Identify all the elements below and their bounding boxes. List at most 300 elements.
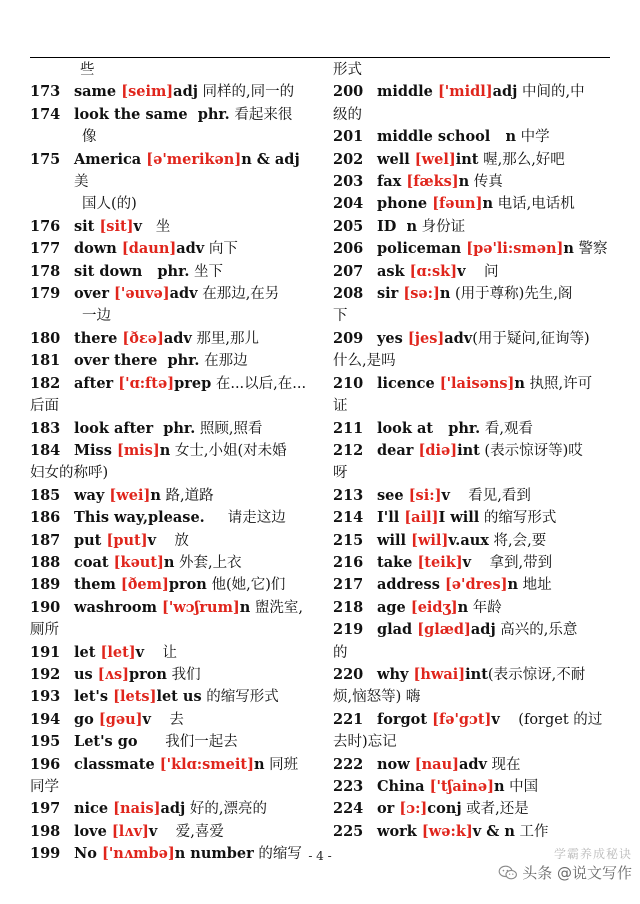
entry-meaning: 高兴的,乐意 xyxy=(495,622,578,639)
entry-number: 213 xyxy=(333,486,364,504)
entry-phonetic: [wel] xyxy=(414,150,456,168)
entry-meaning: 我们 xyxy=(166,666,201,683)
entry-number: 215 xyxy=(333,531,364,549)
entry-meaning: 现在 xyxy=(486,756,521,773)
entry-number: 208 xyxy=(333,285,364,303)
vocab-entry xyxy=(30,597,317,642)
entry-meaning: 让 xyxy=(144,644,178,661)
entry-number: 225 xyxy=(333,822,364,840)
entry-word: over xyxy=(74,285,109,303)
vocab-entry xyxy=(30,81,317,103)
entry-part-of-speech: n xyxy=(458,173,470,191)
watermark xyxy=(498,862,632,883)
entry-word: look the same xyxy=(74,105,188,123)
entry-word: policeman xyxy=(377,240,462,258)
entry-meaning: 坐 xyxy=(141,218,171,235)
entry-number: 193 xyxy=(30,688,61,706)
vocab-entry xyxy=(30,821,317,843)
entry-word: why xyxy=(377,665,409,683)
entry-meaning: 地址 xyxy=(518,577,552,594)
entry-phonetic: [wei] xyxy=(109,486,151,504)
entry-part-of-speech: n xyxy=(150,486,161,504)
entry-meaning: 在那边 xyxy=(199,353,248,370)
vocab-entry xyxy=(30,664,317,686)
entry-part-of-speech: v xyxy=(457,262,466,280)
vocab-entry xyxy=(30,485,317,507)
entry-meaning: 身份证 xyxy=(417,218,466,235)
entry-meaning: 同样的,同一的 xyxy=(197,84,295,101)
entry-meaning: (forget 的过 xyxy=(499,711,603,728)
entry-meaning: 的缩写形式 xyxy=(479,510,557,527)
entry-meaning: 在...以后,在... xyxy=(211,375,307,392)
entry-meaning: 中间的,中 xyxy=(517,84,585,101)
entry-meaning: 或者,还是 xyxy=(461,801,529,818)
entry-part-of-speech: n & adj xyxy=(241,150,300,168)
entry-phonetic: [wə:k] xyxy=(421,822,473,840)
vocab-entry xyxy=(333,373,620,418)
entry-number: 223 xyxy=(333,778,364,795)
entry-meaning: 问 xyxy=(465,263,499,280)
vocab-entry xyxy=(30,574,317,596)
entry-phonetic: [ɔ:] xyxy=(399,800,428,818)
entry-part-of-speech: adv xyxy=(163,329,192,347)
entry-part-of-speech: v xyxy=(462,553,472,571)
entry-part-of-speech: phr. xyxy=(153,419,196,437)
vocab-entry xyxy=(333,754,620,776)
entry-meaning-continued: 什么,是吗 xyxy=(333,353,396,370)
entry-number: 180 xyxy=(30,329,61,347)
entry-part-of-speech: adj xyxy=(492,83,518,101)
entry-word: look after xyxy=(74,419,154,437)
entry-phonetic: [jes] xyxy=(407,329,445,347)
entry-word: love xyxy=(74,822,107,840)
vocab-entry xyxy=(333,283,620,328)
entry-phonetic: [lets] xyxy=(113,688,157,706)
entry-meaning-continued: 呀 xyxy=(333,465,348,482)
entry-word: let's xyxy=(74,688,109,706)
entry-meaning: 请走这边 xyxy=(204,510,286,527)
entry-number: 194 xyxy=(30,710,61,728)
entry-number: 173 xyxy=(30,83,61,101)
entry-part-of-speech: v & n xyxy=(472,822,515,840)
entry-number: 220 xyxy=(333,665,364,683)
vocab-entry xyxy=(333,328,620,373)
entry-meaning: 他(她,它)们 xyxy=(206,577,286,594)
entry-phonetic: [put] xyxy=(106,531,148,549)
entry-part-of-speech: phr. xyxy=(142,262,190,280)
entry-phonetic: [wil] xyxy=(411,531,449,549)
vocab-entry xyxy=(333,193,620,215)
entry-phonetic: [sit] xyxy=(99,217,134,235)
entry-phonetic: ['ɑ:ftə] xyxy=(118,374,175,392)
entry-meaning-continued: 妇女的称呼) xyxy=(30,465,109,482)
entry-meaning-continued: 像 xyxy=(82,129,97,146)
entry-word: America xyxy=(74,150,142,168)
entry-phonetic: [fæks] xyxy=(406,173,459,191)
entry-part-of-speech: v xyxy=(148,822,158,840)
entry-word: sit xyxy=(74,217,95,235)
entry-phonetic: [ðem] xyxy=(120,576,169,594)
header-rule xyxy=(30,57,610,58)
entry-meaning: 盥洗室, xyxy=(250,599,304,616)
entry-meaning: 执照,许可 xyxy=(524,375,593,392)
entry-word: go xyxy=(74,710,94,728)
left-column xyxy=(30,59,317,866)
entry-number: 214 xyxy=(333,509,364,527)
entry-number: 195 xyxy=(30,733,61,751)
entry-number: 178 xyxy=(30,262,61,280)
entry-part-of-speech: adj xyxy=(470,621,496,639)
entry-word: them xyxy=(74,576,116,594)
entry-word: age xyxy=(377,598,406,616)
entry-phonetic: [fə'gɔt] xyxy=(432,710,492,728)
vocab-entry xyxy=(30,283,317,328)
entry-part-of-speech: v xyxy=(135,643,145,661)
entry-part-of-speech: n xyxy=(563,240,574,258)
entry-phonetic: [ɑ:sk] xyxy=(409,262,458,280)
entry-number: 197 xyxy=(30,800,61,818)
entry-phonetic: [ə'merikən] xyxy=(146,150,242,168)
entry-meaning: 喔,那么,好吧 xyxy=(478,151,565,168)
entry-meaning: 警察 xyxy=(573,241,608,258)
entry-part-of-speech: n xyxy=(396,217,417,235)
entry-word: let xyxy=(74,643,96,661)
vocab-entry xyxy=(333,530,620,552)
entry-meaning: 传真 xyxy=(469,174,503,191)
entry-number: 204 xyxy=(333,195,364,213)
entry-word: or xyxy=(377,800,395,818)
entry-meaning-continued: 同学 xyxy=(30,779,59,795)
vocab-entry xyxy=(333,664,620,709)
entry-phonetic: [ail] xyxy=(404,509,439,527)
vocab-entry xyxy=(30,686,317,708)
entry-phonetic: ['klɑ:smeit] xyxy=(159,755,254,773)
entry-part-of-speech: v xyxy=(441,486,450,504)
vocab-entry xyxy=(30,350,317,372)
vocab-entry xyxy=(30,328,317,350)
brand-watermark: 学霸养成秘诀 xyxy=(553,847,632,861)
entry-word: No xyxy=(74,845,97,863)
entry-phonetic: [ʌs] xyxy=(97,665,129,683)
entry-word: Miss xyxy=(74,441,112,459)
entry-number: 190 xyxy=(30,598,61,616)
entry-meaning: 中国 xyxy=(504,779,539,795)
right-entry-list xyxy=(333,81,620,843)
vocab-entry xyxy=(30,552,317,574)
entry-word: coat xyxy=(74,553,109,571)
entry-phonetic: ['nʌmbə] xyxy=(102,845,175,863)
entry-number: 203 xyxy=(333,173,364,191)
entry-meaning: 外套,上衣 xyxy=(174,554,242,571)
entry-number: 217 xyxy=(333,576,364,594)
entry-part-of-speech: n xyxy=(493,778,505,795)
entry-phonetic: [si:] xyxy=(408,486,442,504)
entry-number: 191 xyxy=(30,643,61,661)
vocab-entry xyxy=(30,530,317,552)
entry-part-of-speech: conj xyxy=(427,800,462,818)
entry-word: licence xyxy=(377,374,435,392)
entry-part-of-speech: n number xyxy=(174,845,254,863)
entry-meaning: 照顾,照看 xyxy=(195,420,263,437)
entry-meaning: 拿到,带到 xyxy=(471,554,553,571)
entry-number: 212 xyxy=(333,441,364,459)
entry-part-of-speech: int xyxy=(465,665,488,683)
entry-number: 177 xyxy=(30,240,61,258)
entry-word: well xyxy=(377,150,410,168)
vocab-entry xyxy=(30,440,317,485)
entry-meaning-continued: 烦,恼怒等) 嗨 xyxy=(333,689,421,706)
entry-word: washroom xyxy=(74,598,157,616)
entry-phonetic: [mis] xyxy=(116,441,160,459)
entry-phonetic: [kəut] xyxy=(113,553,164,571)
vocab-entry xyxy=(333,709,620,754)
entry-part-of-speech: adj xyxy=(160,800,186,818)
entry-part-of-speech: n xyxy=(253,755,265,773)
entry-word: over there xyxy=(74,352,158,370)
entry-phonetic: [eidʒ] xyxy=(410,598,458,616)
entry-word: put xyxy=(74,531,102,549)
entry-part-of-speech: adv xyxy=(176,240,205,258)
entry-number: 218 xyxy=(333,598,364,616)
entry-part-of-speech: I will xyxy=(438,509,480,527)
entry-number: 179 xyxy=(30,285,61,303)
entry-phonetic: ['tʃainə] xyxy=(429,778,494,795)
entry-word: address xyxy=(377,576,440,594)
entry-number: 198 xyxy=(30,822,61,840)
entry-word: dear xyxy=(377,441,414,459)
entry-number: 207 xyxy=(333,262,364,280)
entry-phonetic: [hwai] xyxy=(413,665,466,683)
entry-part-of-speech: phr. xyxy=(187,105,230,123)
entry-part-of-speech: int xyxy=(457,441,480,459)
entry-part-of-speech: v xyxy=(147,531,156,549)
entry-part-of-speech: pron xyxy=(128,665,167,683)
entry-word: now xyxy=(377,755,410,773)
entry-part-of-speech: n xyxy=(439,285,451,303)
entry-number: 202 xyxy=(333,150,364,168)
entry-part-of-speech: n xyxy=(490,128,516,146)
entry-part-of-speech: v xyxy=(133,217,142,235)
entry-number: 209 xyxy=(333,329,364,347)
entry-word: will xyxy=(377,531,407,549)
entry-word: phone xyxy=(377,195,428,213)
vocab-entry xyxy=(333,418,620,440)
entry-meaning: 看,观看 xyxy=(480,420,533,437)
entry-word: after xyxy=(74,374,114,392)
entry-meaning: 放 xyxy=(156,532,189,549)
vocab-entry xyxy=(333,776,620,798)
entry-phonetic: [teik] xyxy=(417,553,463,571)
entry-word: Let's go xyxy=(74,733,138,751)
entry-meaning: (表示惊讶等)哎 xyxy=(479,442,583,459)
entry-word: way xyxy=(74,486,105,504)
entry-word: see xyxy=(377,486,404,504)
vocab-entry xyxy=(30,507,317,529)
vocab-entry xyxy=(333,619,620,664)
entry-meaning: 美 xyxy=(74,151,305,191)
entry-number: 221 xyxy=(333,710,364,728)
entry-word: glad xyxy=(377,621,413,639)
vocab-entry xyxy=(30,104,317,149)
vocab-entry xyxy=(333,81,620,126)
entry-word: take xyxy=(377,553,413,571)
entry-meaning: (用于疑问,征询等) xyxy=(472,330,590,347)
entry-number: 200 xyxy=(333,83,364,101)
entry-part-of-speech: adv xyxy=(169,285,198,303)
entry-number: 205 xyxy=(333,217,364,235)
vocab-entry xyxy=(333,171,620,193)
entry-word: classmate xyxy=(74,755,155,773)
vocab-entry xyxy=(333,821,620,843)
vocab-entry xyxy=(333,216,620,238)
entry-word: there xyxy=(74,329,118,347)
entry-number: 174 xyxy=(30,105,61,123)
entry-phonetic: ['midl] xyxy=(437,83,493,101)
vocab-entry xyxy=(30,754,317,799)
vocab-entry xyxy=(30,238,317,260)
entry-meaning: 去 xyxy=(150,711,184,728)
entry-number: 183 xyxy=(30,419,61,437)
entry-meaning: 路,道路 xyxy=(160,487,214,504)
vocab-entry xyxy=(30,216,317,238)
entry-number: 185 xyxy=(30,486,61,504)
entry-part-of-speech: n xyxy=(163,553,175,571)
entry-word: ID xyxy=(377,217,397,235)
left-continuation: 些 xyxy=(80,62,95,78)
entry-meaning: 好的,漂亮的 xyxy=(185,801,268,818)
page-number: - 4 - xyxy=(308,849,332,863)
entry-word: nice xyxy=(74,800,109,818)
entry-number: 219 xyxy=(333,621,364,639)
right-continuation: 形式 xyxy=(333,62,362,78)
entry-word: fax xyxy=(377,173,402,191)
entry-number: 210 xyxy=(333,374,364,392)
entry-number: 176 xyxy=(30,217,61,235)
entry-part-of-speech: phr. xyxy=(157,352,200,370)
entry-phonetic: [lʌv] xyxy=(111,822,149,840)
vocab-entry xyxy=(30,149,317,216)
entry-word: China xyxy=(377,778,425,795)
entry-number: 216 xyxy=(333,553,364,571)
entry-meaning: 电话,电话机 xyxy=(493,196,575,213)
entry-meaning: 看见,看到 xyxy=(449,487,531,504)
vocab-entry xyxy=(30,418,317,440)
entry-part-of-speech: v xyxy=(142,710,151,728)
entry-part-of-speech: v xyxy=(491,710,500,728)
entry-phonetic: ['wɔʃrum] xyxy=(161,598,240,616)
entry-part-of-speech: n xyxy=(514,374,525,392)
entry-number: 196 xyxy=(30,755,61,773)
vocab-entry xyxy=(30,798,317,820)
vocab-entry xyxy=(333,238,620,260)
vocab-entry xyxy=(333,149,620,171)
entry-meaning: (用于尊称)先生,阁 xyxy=(450,286,573,303)
entry-phonetic: [ə'dres] xyxy=(444,576,508,594)
entry-word: I'll xyxy=(377,509,400,527)
entry-phonetic: [nau] xyxy=(414,755,459,773)
entry-number: 181 xyxy=(30,352,61,370)
entry-part-of-speech: adv xyxy=(444,329,473,347)
entry-number: 189 xyxy=(30,576,61,594)
entry-word: This way,please. xyxy=(74,509,205,527)
entry-meaning: 爱,喜爱 xyxy=(157,823,224,840)
entry-phonetic: [ðɛə] xyxy=(122,329,164,347)
vocab-entry xyxy=(333,574,620,596)
entry-part-of-speech: pron xyxy=(168,576,207,594)
entry-number: 222 xyxy=(333,755,364,773)
entry-phonetic: [fəun] xyxy=(432,195,483,213)
entry-phonetic: ['laisəns] xyxy=(439,374,515,392)
entry-part-of-speech: n xyxy=(239,598,251,616)
entry-number: 192 xyxy=(30,665,61,683)
entry-meaning-continued: 去时)忘记 xyxy=(333,734,397,751)
entry-number: 186 xyxy=(30,509,61,527)
entry-word: middle xyxy=(377,83,433,101)
entry-meaning-continued: 后面 xyxy=(30,398,59,415)
entry-word: ask xyxy=(377,262,405,280)
entry-phonetic: [pə'li:smən] xyxy=(466,240,564,258)
entry-phonetic: [gəu] xyxy=(98,710,143,728)
entry-word: sit down xyxy=(74,262,143,280)
vocab-entry xyxy=(333,507,620,529)
entry-phonetic: [sə:] xyxy=(403,285,440,303)
vocab-entry xyxy=(333,261,620,283)
entry-meaning: 那里,那儿 xyxy=(191,330,260,347)
entry-word: same xyxy=(74,83,117,101)
entry-meaning: 女士,小姐(对未婚 xyxy=(170,442,287,459)
entry-number: 184 xyxy=(30,441,61,459)
entry-phonetic: [let] xyxy=(100,643,136,661)
entry-meaning-continued: 证 xyxy=(333,398,348,415)
entry-meaning: 中学 xyxy=(515,129,550,146)
entry-phonetic: [glæd] xyxy=(417,621,471,639)
entry-part-of-speech: let us xyxy=(156,688,202,706)
entry-part-of-speech: n xyxy=(507,576,519,594)
vocab-entry xyxy=(333,440,620,485)
entry-number: 175 xyxy=(30,150,61,168)
entry-meaning: 向下 xyxy=(204,241,238,258)
entry-part-of-speech: v.aux xyxy=(448,531,489,549)
entry-phonetic: [seim] xyxy=(121,83,174,101)
left-entry-list xyxy=(30,81,317,865)
entry-meaning-continued: 厕所 xyxy=(30,622,59,639)
entry-number: 206 xyxy=(333,240,364,258)
entry-part-of-speech: adj xyxy=(173,83,198,101)
entry-part-of-speech: n xyxy=(159,441,171,459)
entry-meaning: 我们一起去 xyxy=(137,734,238,751)
wechat-icon xyxy=(498,865,518,881)
vocab-entry xyxy=(30,642,317,664)
entry-part-of-speech: prep xyxy=(174,374,212,392)
entry-meaning: 在那边,在另 xyxy=(197,286,280,303)
entry-word: work xyxy=(377,822,417,840)
entry-number: 188 xyxy=(30,553,61,571)
vocab-entry xyxy=(30,731,317,753)
entry-word: yes xyxy=(377,329,403,347)
entry-phonetic: [daun] xyxy=(121,240,177,258)
entry-number: 211 xyxy=(333,419,364,437)
vocab-entry xyxy=(333,597,620,619)
vocab-entry xyxy=(333,552,620,574)
entry-part-of-speech: n xyxy=(457,598,469,616)
entry-number: 199 xyxy=(30,845,61,863)
entry-phonetic: ['əuvə] xyxy=(114,285,170,303)
entry-word: down xyxy=(74,240,117,258)
entry-word: us xyxy=(74,665,93,683)
entry-part-of-speech: adv xyxy=(458,755,487,773)
watermark-text: 头条 @说文写作 xyxy=(522,864,632,882)
entry-meaning: 看起来很 xyxy=(229,106,293,123)
